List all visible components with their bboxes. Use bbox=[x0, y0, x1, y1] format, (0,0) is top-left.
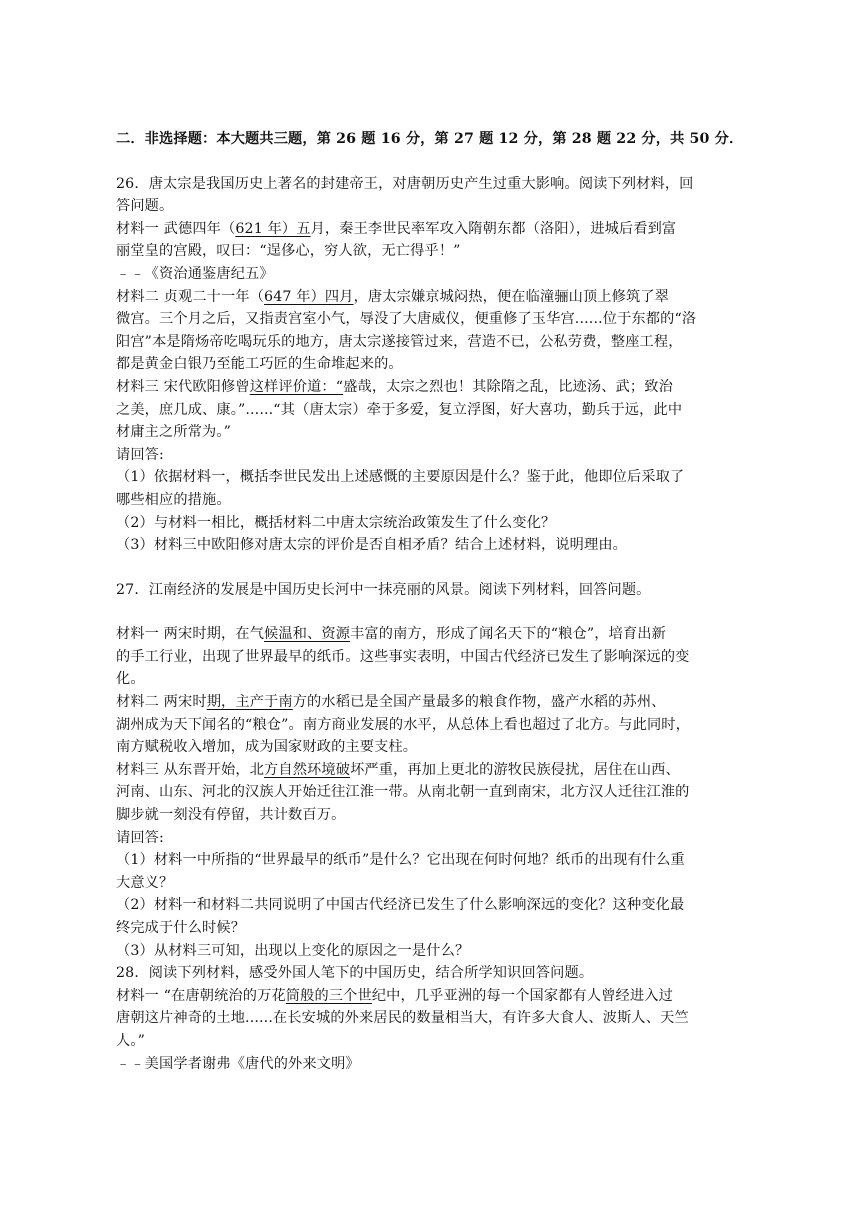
q27-answer-prompt: 请回答: bbox=[116, 829, 164, 846]
underlined-text: 647 年）四月 bbox=[264, 288, 354, 305]
text-run: ，唐太宗嫌京城闷热，便在临潼骊山顶上修筑了翠 bbox=[353, 288, 670, 305]
q26-material-1-source: ﹣﹣《资治通鉴唐纪五》 bbox=[116, 265, 274, 282]
q26-material-1-line-2: 丽堂皇的宫殿，叹曰：“逞侈心，穷人欲，无亡得乎！” bbox=[116, 243, 461, 260]
q26-question-line: （2）与材料一相比，概括材料二中唐太宗统治政策发生了什么变化？ bbox=[116, 514, 556, 531]
q26-material-3-line-3: 材庸主之所常为。” bbox=[116, 424, 232, 441]
q26-question-line: （1）依据材料一，概括李世民发出上述感慨的主要原因是什么？鉴于此，他即位后采取了 bbox=[116, 469, 685, 486]
q26-material-2-line-4: 都是黄金白银乃至能工巧匠的生命堆起来的。 bbox=[116, 356, 403, 373]
underlined-text: 这样评价道：“ bbox=[249, 378, 344, 395]
section-heading: 二．非选择题：本大题共三题，第 26 题 16 分，第 27 题 12 分，第 28 题 22 分，共 50 分． bbox=[116, 131, 744, 147]
question-26 bbox=[116, 173, 746, 557]
text-run: 材料二 两宋时 bbox=[116, 694, 207, 711]
text-run: 材料一 “在唐朝统治的万花 bbox=[116, 987, 286, 1004]
question-27 bbox=[116, 579, 746, 963]
text-run: 坏严重，再加上更北的游牧民族侵扰，居住在山西、 bbox=[350, 761, 680, 778]
q26-material-2-line-3: 阳宫”本是隋炀帝吃喝玩乐的地方，唐太宗遂接管过来，营造不已，公私劳费，整座工程， bbox=[116, 333, 683, 350]
text-run: 纪中，几乎亚洲的每一个国家都有人曾经进入过 bbox=[371, 987, 673, 1004]
text-run: 月，秦王李世民率军攻入隋朝东都（洛阳），进城后看到富 bbox=[310, 220, 677, 237]
underlined-text: 期，主产于南 bbox=[206, 694, 293, 711]
spacer bbox=[116, 557, 746, 579]
underlined-text: 候温和、资源 bbox=[264, 626, 351, 643]
text-run: 材料一 武德四年（ bbox=[116, 220, 236, 237]
text-run: 材料三 宋代欧阳修曾 bbox=[116, 378, 250, 395]
q26-material-3-line-1 bbox=[116, 376, 746, 399]
text-run: 盛哉，太宗之烈也！其除隋之乱，比迹汤、武；致治 bbox=[343, 378, 673, 395]
q26-intro-line-2: 答问题。 bbox=[116, 198, 174, 215]
q27-question-line: （1）材料一中所指的“世界最早的纸币”是什么？它出现在何时何地？纸币的出现有什么重 bbox=[116, 852, 685, 869]
q28-material-1-line-2: 唐朝这片神奇的土地......在长安城的外来居民的数量相当大，有许多大食人、波斯人、天竺 bbox=[116, 1010, 689, 1027]
q28-material-1-source: ﹣﹣美国学者谢弗《唐代的外来文明》 bbox=[116, 1055, 360, 1072]
q26-material-3-line-2: 之美，庶几成、康。”......“其（唐太宗）牵于多爱，复立浮图，好大喜功，勤兵于远，此中 bbox=[116, 401, 683, 418]
q27-intro: 27．江南经济的发展是中国历史长河中一抹亮丽的风景。阅读下列材料，回答问题。 bbox=[116, 581, 651, 598]
q27-material-1-line-2: 的手工行业，出现了世界最早的纸币。这些事实表明，中国古代经济已发生了影响深远的变 bbox=[116, 648, 690, 665]
q26-question-line: 哪些相应的措施。 bbox=[116, 491, 231, 508]
q27-material-1-line-1 bbox=[116, 623, 746, 646]
exam-page bbox=[116, 128, 746, 1075]
q27-material-3-line-1 bbox=[116, 759, 746, 782]
q27-question-line: （2）材料一和材料二共同说明了中国古代经济已发生了什么影响深远的变化？这种变化最 bbox=[116, 897, 685, 914]
q28-material-1-line-3: 人。” bbox=[116, 1032, 145, 1049]
q26-material-1-line-1 bbox=[116, 218, 746, 241]
underlined-text: 方自然环境破 bbox=[264, 761, 351, 778]
q26-material-2-line-2: 微宫。三个月之后，又指责宫室小气，辱没了大唐威仪，便重修了玉华宫......位于东都的“洛 bbox=[116, 311, 697, 328]
q27-material-2-line-1 bbox=[116, 691, 746, 714]
q26-question-line: （3）材料三中欧阳修对唐太宗的评价是否自相矛盾？结合上述材料，说明理由。 bbox=[116, 537, 627, 554]
q27-material-2-line-3: 南方赋税收入增加，成为国家财政的主要支柱。 bbox=[116, 739, 418, 756]
q27-question-line: 大意义？ bbox=[116, 874, 174, 891]
q27-material-1-line-3: 化。 bbox=[116, 671, 145, 688]
text-run: 材料一 两宋时期，在气 bbox=[116, 626, 265, 643]
text-run: 材料三 从东晋开始，北 bbox=[116, 761, 265, 778]
q27-material-3-line-2: 河南、山东、河北的汉族人开始迁往江淮一带。从南北朝一直到南宋，北方汉人迁往江淮的 bbox=[116, 784, 690, 801]
q28-intro: 28．阅读下列材料，感受外国人笔下的中国历史，结合所学知识回答问题。 bbox=[116, 965, 594, 982]
text-run: 材料二 贞观二十一年（ bbox=[116, 288, 265, 305]
q28-material-1-line-1 bbox=[116, 985, 746, 1008]
q27-question-line: （3）从材料三可知，出现以上变化的原因之一是什么？ bbox=[116, 942, 470, 959]
text-run: 丰富的南方，形成了闻名天下的“粮仓”，培育出新 bbox=[350, 626, 666, 643]
q26-answer-prompt: 请回答: bbox=[116, 446, 164, 463]
q27-material-2-line-2: 湖州成为天下闻名的“粮仓”。南方商业发展的水平，从总体上看也超过了北方。与此同时， bbox=[116, 716, 690, 733]
q27-question-line: 终完成于什么时候？ bbox=[116, 920, 246, 936]
underlined-text: 621 年）五 bbox=[235, 220, 311, 237]
question-28 bbox=[116, 962, 746, 1075]
q26-intro-line-1: 26．唐太宗是我国历史上著名的封建帝王，对唐朝历史产生过重大影响。阅读下列材料，回 bbox=[116, 175, 694, 192]
q26-material-2-line-1 bbox=[116, 286, 746, 309]
text-run: 方的水稻已是全国产量最多的粮食作物，盛产水稻的苏州、 bbox=[292, 694, 666, 711]
q27-material-3-line-3: 脚步就一刻没有停留，共计数百万。 bbox=[116, 807, 346, 824]
spacer bbox=[116, 601, 746, 623]
underlined-text: 筒般的三个世 bbox=[285, 987, 372, 1004]
